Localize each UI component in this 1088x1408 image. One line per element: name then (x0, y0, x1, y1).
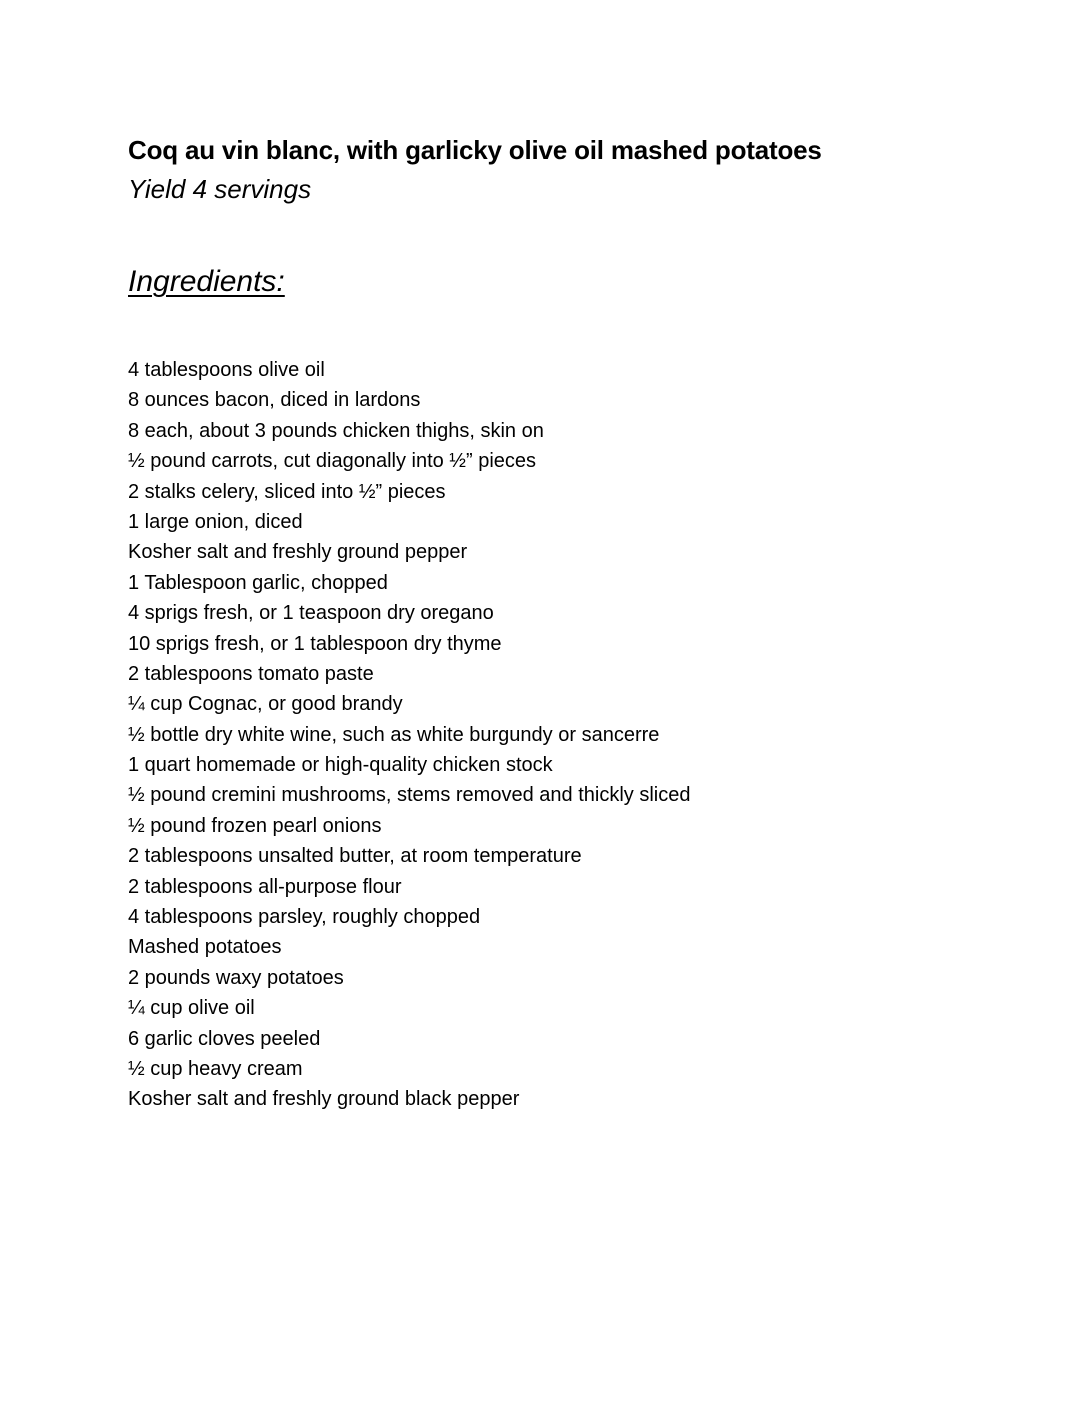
recipe-title: Coq au vin blanc, with garlicky olive oil mashed potatoes (128, 135, 822, 165)
ingredient-item: 2 tablespoons tomato paste (128, 662, 374, 685)
ingredient-item: 2 tablespoons all-purpose flour (128, 875, 402, 898)
ingredient-item: 2 stalks celery, sliced into ½” pieces (128, 480, 446, 503)
ingredient-item: Mashed potatoes (128, 936, 282, 959)
ingredient-item: ½ pound frozen pearl onions (128, 814, 382, 837)
ingredient-item: 10 sprigs fresh, or 1 tablespoon dry thyme (128, 632, 502, 655)
ingredient-item: Kosher salt and freshly ground black pepper (128, 1088, 520, 1111)
ingredient-item: 4 tablespoons olive oil (128, 359, 325, 381)
ingredient-item: 4 tablespoons parsley, roughly chopped (128, 906, 481, 929)
recipe-yield: Yield 4 servings (128, 174, 312, 204)
ingredient-item: Kosher salt and freshly ground pepper (128, 541, 468, 564)
ingredient-item: ½ pound carrots, cut diagonally into ½” pieces (128, 450, 537, 473)
ingredient-item: 1 quart homemade or high-quality chicken stock (128, 754, 553, 777)
ingredients-list (128, 355, 690, 1115)
ingredient-item: 8 ounces bacon, diced in lardons (128, 389, 421, 412)
ingredient-item: ½ bottle dry white wine, such as white burgundy or sancerre (128, 723, 660, 746)
ingredient-item: 4 sprigs fresh, or 1 teaspoon dry oregano (128, 602, 494, 625)
ingredient-item: ½ cup heavy cream (128, 1057, 303, 1080)
ingredient-item: 2 pounds waxy potatoes (128, 966, 344, 989)
ingredient-item: ¼ cup olive oil (128, 997, 255, 1020)
ingredient-item: 6 garlic cloves peeled (128, 1027, 321, 1050)
ingredient-item: ¼ cup Cognac, or good brandy (128, 693, 403, 716)
ingredients-heading: Ingredients: (128, 265, 285, 298)
ingredient-item: ½ pound cremini mushrooms, stems removed and thickly sliced (128, 784, 691, 807)
ingredient-item: 8 each, about 3 pounds chicken thighs, skin on (128, 419, 544, 442)
ingredient-item: 2 tablespoons unsalted butter, at room temperature (128, 845, 582, 868)
ingredient-item: 1 large onion, diced (128, 510, 303, 533)
ingredient-item: 1 Tablespoon garlic, chopped (128, 571, 388, 594)
